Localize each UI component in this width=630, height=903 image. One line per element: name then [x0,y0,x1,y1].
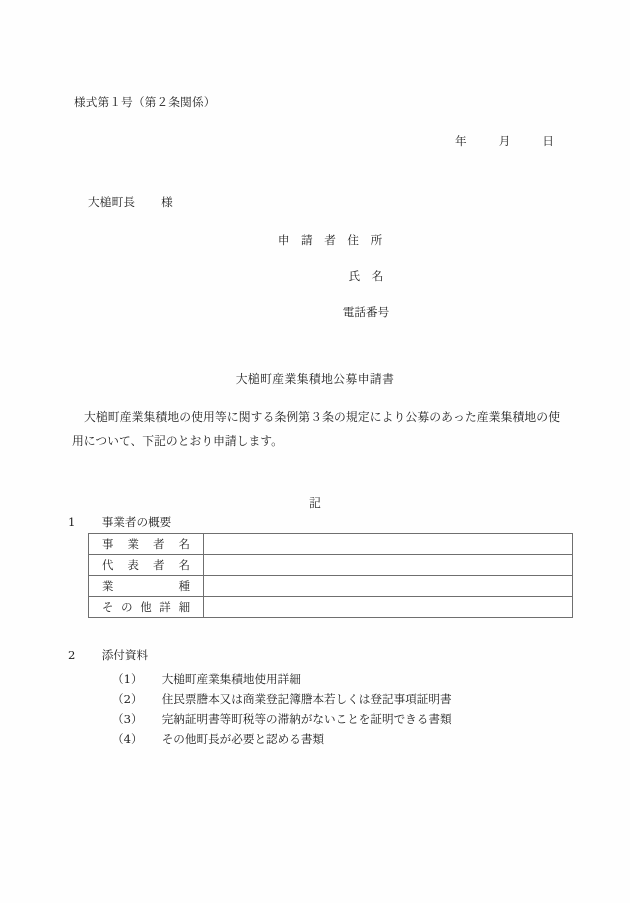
date-year-label: 年 [455,134,467,148]
attachment-list [112,670,452,750]
document-title: 大槌町産業集積地公募申請書 [235,372,395,386]
applicant-phone-label: 電話番号 [342,305,390,319]
label-char: 業 [127,537,139,551]
applicant-address-label: 申 請 者 住 所 [277,233,383,247]
applicant-name-label: 氏 名 [348,269,384,283]
list-item-index: （4） [112,731,143,746]
ki-marker: 記 [309,496,321,510]
label-char: 表 [127,558,139,572]
addressee-recipient: 大槌町長 [88,195,136,209]
row-label-other-details [89,597,204,618]
row-value-business-name[interactable] [204,534,573,555]
form-number: 様式第１号（第２条関係） [74,95,216,109]
section-1-heading [68,514,171,530]
label-char: 者 [153,558,165,572]
table-row [89,555,573,576]
date-line [455,135,554,149]
label-char: そ [102,600,114,614]
list-item [112,710,452,730]
section-2-title: 添付資料 [101,648,149,662]
list-item [112,730,452,750]
section-2-number: 2 [68,648,76,662]
label-char: 事 [102,537,114,551]
row-label-industry-type [89,576,204,597]
date-day-label: 日 [542,134,555,148]
label-char: 名 [178,558,190,572]
business-overview-table [88,533,573,618]
label-char: 業 [102,579,114,593]
list-item-index: （3） [112,711,143,726]
table-row [89,534,573,555]
label-char: 細 [178,600,190,614]
list-item-index: （1） [112,672,143,686]
row-value-industry-type[interactable] [204,576,573,597]
table-body [89,534,573,618]
list-item [112,690,452,710]
row-value-representative-name[interactable] [204,555,573,576]
list-item-text: 住民票謄本又は商業登記簿謄本若しくは登記事項証明書 [161,691,452,706]
body-paragraph: 大槌町産業集積地の使用等に関する条例第３条の規定により公募のあった産業集積地の使用について、下記のとおり申請します。 [72,410,560,448]
list-item-text: 完納証明書等町税等の滞納がないことを証明できる書類 [161,711,452,726]
list-item-text: 大槌町産業集積地使用詳細 [161,672,301,686]
addressee-line [88,196,173,210]
row-label-business-name [89,534,204,555]
section-1-number: 1 [68,515,76,529]
label-char: 者 [153,537,165,551]
list-item-index: （2） [112,691,143,706]
list-item [112,670,452,690]
addressee-honorific: 様 [161,195,173,209]
table-row [89,597,573,618]
applicant-block [180,232,480,320]
label-char: 名 [178,537,190,551]
section-1-title: 事業者の概要 [101,515,172,529]
label-char: 他 [140,600,152,614]
list-item-text: その他町長が必要と認める書類 [161,731,325,746]
section-2-heading [68,647,148,663]
label-char: の [121,600,133,614]
row-label-representative-name [89,555,204,576]
label-char: 種 [178,579,190,593]
label-char: 代 [102,558,114,572]
table-row [89,576,573,597]
row-value-other-details[interactable] [204,597,573,618]
date-month-label: 月 [498,134,511,148]
label-char: 詳 [159,600,171,614]
